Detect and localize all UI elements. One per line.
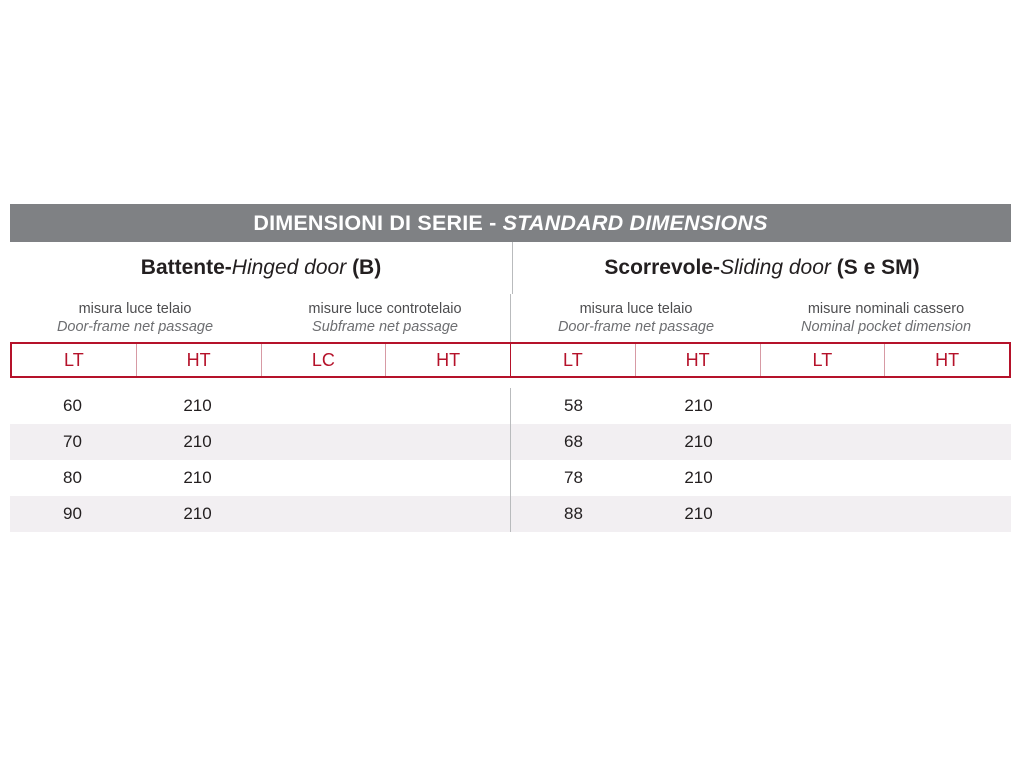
cell-lt-2: 68 [510,424,636,460]
group-hinged-en: Hinged door [231,256,347,279]
column-header-lt-1: LT [64,349,84,370]
group-header-hinged [10,242,512,294]
cell-lc [260,424,385,460]
cell-ht-2 [385,388,510,424]
cell-ht-3: 210 [684,432,713,451]
group-hinged-code: (B) [352,256,382,279]
standard-dimensions-table [10,204,1011,532]
column-header-ht-2: HT [385,344,510,376]
header-spacer [10,378,1011,388]
cell-lt-1: 60 [63,396,82,415]
cell-lt-1: 80 [63,468,82,487]
column-header-ht-3: HT [635,344,760,376]
cell-ht-3: 210 [684,504,713,523]
group-sliding-en: Sliding door [719,256,831,279]
cell-lt-3 [761,424,886,460]
table-row [10,496,1011,532]
group-sliding-code: (S e SM) [836,256,920,279]
subheader-it-3: misura luce telaio [579,300,693,317]
cell-ht-1: 210 [183,432,212,451]
subheader-en-3: Door-frame net passage [557,319,715,335]
subheader-cell-3 [510,294,761,342]
cell-ht-2 [385,424,510,460]
cell-lt-3 [761,460,886,496]
subheader-cell-2 [260,294,510,342]
cell-lt-3 [761,388,886,424]
subheader-row [10,294,1011,342]
cell-ht-3: 210 [684,468,713,487]
cell-ht-4 [886,388,1011,424]
column-header-ht-4: HT [884,344,1009,376]
subheader-cell-4 [761,294,1011,342]
column-header-ht-1: HT [136,344,261,376]
cell-ht-2 [385,460,510,496]
column-header-row [10,342,1011,378]
table-title-band [10,204,1011,242]
table-row [10,460,1011,496]
group-sliding-it: Scorrevole [604,256,713,279]
table-title-main: DIMENSIONI DI SERIE [253,210,483,235]
cell-ht-1: 210 [183,468,212,487]
column-header-lc: LC [261,344,386,376]
cell-ht-3: 210 [684,396,713,415]
cell-ht-4 [886,460,1011,496]
table-row [10,388,1011,424]
subheader-en-1: Door-frame net passage [56,319,214,335]
table-title-translation: STANDARD DIMENSIONS [502,210,768,235]
cell-lc [260,460,385,496]
cell-ht-4 [886,424,1011,460]
cell-ht-4 [886,496,1011,532]
subheader-it-4: misure nominali cassero [807,300,965,317]
cell-lt-2: 88 [510,496,636,532]
subheader-en-2: Subframe net passage [312,319,458,335]
column-header-lt-3: LT [760,344,885,376]
subheader-cell-1 [10,294,260,342]
cell-lt-3 [761,496,886,532]
table-title-separator: - [482,210,503,235]
cell-lc [260,388,385,424]
cell-ht-2 [385,496,510,532]
group-hinged-it: Battente [140,256,225,279]
cell-ht-1: 210 [183,504,212,523]
table-row [10,424,1011,460]
cell-lt-2: 58 [510,388,636,424]
cell-lc [260,496,385,532]
group-header-row [10,242,1011,294]
cell-lt-1: 70 [63,432,82,451]
group-hinged-sep: - [224,256,232,279]
group-sliding-sep: - [712,256,720,279]
subheader-it-1: misura luce telaio [78,300,192,317]
cell-ht-1: 210 [183,396,212,415]
subheader-it-2: misure luce controtelaio [308,300,462,317]
cell-lt-1: 90 [63,504,82,523]
group-header-sliding [512,242,1011,294]
table-title [253,211,767,236]
subheader-en-4: Nominal pocket dimension [800,319,972,335]
cell-lt-2: 78 [510,460,636,496]
column-header-lt-2: LT [510,344,635,376]
